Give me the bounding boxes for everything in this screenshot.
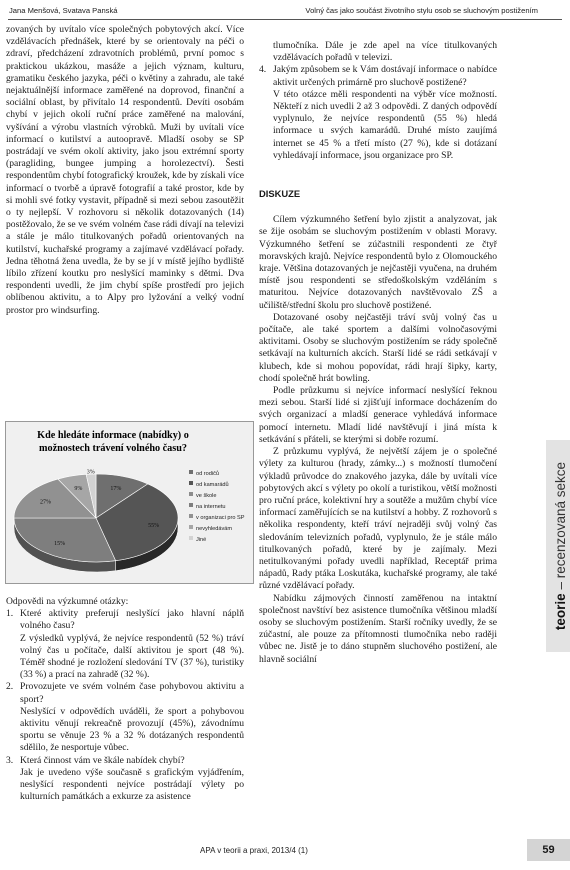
discussion-paragraph: Podle průzkumu si nejvíce informací neslyšící řeknou mezi sebou. Starší lidé si zjišťují informace docházením do svých organizací a mladší generace vyhledává informace pomocí internetu. Mladí lidé navštěvují i jiná místa k setkávání s přáteli, se kterými si dobře rozumí. [259, 385, 497, 445]
right-column [259, 40, 497, 666]
section-side-label [549, 440, 570, 652]
footer-journal: APA v teorii a praxi, 2013/4 (1) [200, 846, 308, 855]
legend-label: v organizaci pro SP [196, 515, 245, 521]
side-label-separator: – [553, 582, 568, 590]
chart-legend [189, 470, 245, 543]
discussion-paragraph: Nabídku zájmových činností zaměřenou na intaktní společnost navštíví bez asistence tlumočníka většinou mladší osoby se sluchovým postižením. Starší ročníky uvedly, že se zúčastní, ale pouze za přítomnosti tlumočníka nebo raději vůbec ne. Jistě je to dáno stupněm sluchového postižení, ale hlavně sociální [259, 592, 497, 665]
pie-data-label: 9% [74, 485, 83, 492]
legend-label: Jiné [196, 537, 207, 543]
pie-data-label: 17% [110, 486, 122, 493]
discussion-paragraph: Z průzkumu vyplývá, že největší zájem je o společné výlety za kulturou (hrady, zámky...) s možností tlumočení výkladů průvodce do znakového jazyka, dále by uvítali více pobytových akcí s výlety po okolí a turistikou, větší možnosti pro ruční práce, kolektivní hry a soutěže a mužům chybí více informací zaměřujících se na kutilství a hobby. Z rozhovorů s několika respondenty, kteří tráví nejraději svůj volný čas sledováním televizních pořadů, vyplynulo, že je stále málo titulkovaných pořadů, které by je zajímaly. Mezi netitulkovanými pořady uvedli například, Receptář prima nápadů, Rady ptáka Loskutáka, kuchařské programy, ale také různé vzdělávací pořady. [259, 446, 497, 592]
continued-answer: tlumočníka. Dále je zde apel na více titulkovaných vzdělávacích pořadů v televizi. [273, 40, 497, 64]
pie-data-label: 55% [148, 522, 160, 529]
pie-data-label: 15% [54, 540, 66, 547]
pie-slices [14, 469, 178, 572]
question-item-2 [6, 681, 244, 754]
pie-data-label: 3% [86, 469, 95, 476]
header-running-title: Volný čas jako součást životního stylu osob se sluchovým postižením [305, 6, 538, 15]
question-text: Které aktivity preferují neslyšící jako hlavní náplň volného času? [20, 608, 244, 632]
left-paragraph: zovaných by uvítalo více společných pobytových akcí. Více vzdělávacích přednášek, které by se orientovaly na péči o zdraví, předcházení zdravotních problémů, první pomoc s praktickou ukázkou, masáže a jejich význam, kulturu, gramatiku českého jazyka, péči o květiny a zahradu, ale také nejaktuálnější informace zaměřené na doprovod, finanční a sociální oblast, by přivítalo 14 respondentů. Devíti osobám chybí v jejich okolí ruční práce zaměřené na malování, vyšívání a výrobu vlastních výrobků. Muži by uvítali více informací o kutilství a autoopravě. Mladší osoby se SP postrádají ve svém okolí aktivity, jako jsou extrémní sporty (paragliding, bungee jumping a horolezectví). Šesti respondentům chybí fotografický kroužek, kde by získali více informací o tvorbě a úpravě fotografií a také prostor, kde by si mohli své fotky vystavit, případně si mezi sebou zasoutěžit o ty nejlepší. V rozhovoru si několik dotazovaných (14) postěžovalo, že se ve svém volném čase rádi dívají na televizi a stále je málo titulkovaných pořadů orientovaných na kutilství, kuchařské programy a zajímavé vzdělávací pořady. Jedna těhotná žena uvedla, že by se jí v místě jejího bydliště líbilo zřízení koutku pro neslyšící maminky s dětmi. Dva respondenti uvedli, že jim chybí spíše prostředí pro jejich oblíbenou aktivitu, a to Alpy pro lyžování a velký vodní prostor pro windsurfing. [6, 24, 244, 316]
question-item-1 [6, 608, 244, 681]
header-authors: Jana Menšová, Svatava Panská [9, 6, 118, 15]
legend-swatch [189, 481, 193, 485]
pie-chart-svg [6, 422, 253, 583]
left-column [6, 24, 244, 317]
answer-text: Z výsledků vyplývá, že nejvíce respondentů (52 %) tráví volný čas u počítače, další aktivitou je sport (48 %). Téměř shodné je rozložení sledování TV (37 %), turistiky (33 %) a prací na zahradě (32 %). [20, 632, 244, 681]
chart-title-line-1: Kde hledáte informace (nabídky) o [37, 430, 189, 441]
legend-swatch [189, 503, 193, 507]
header-rule [8, 19, 562, 20]
section-side-tab [546, 440, 570, 652]
legend-label: od rodičů [196, 471, 220, 477]
legend-label: od kamarádů [196, 482, 229, 488]
legend-label: nevyhledávám [196, 526, 233, 532]
discussion-paragraph: Dotazované osoby nejčastěji tráví svůj volný čas u počítače, ale také sportem a dalšími volnočasovými aktivitami. Osoby se sluchovým postižením se rády společně setkávají na kulturních akcích. Starší lidé se rádi setkávají v klubech, kde si mohou popovídat, rádi hrají šipky, karty, chodí společně hrát bowling. [259, 311, 497, 384]
question-item-3 [6, 755, 244, 804]
page-number: 59 [527, 839, 570, 861]
legend-swatch [189, 492, 193, 496]
question-item-4 [259, 64, 497, 162]
legend-swatch [189, 525, 193, 529]
legend-swatch [189, 536, 193, 540]
questions-intro: Odpovědi na výzkumné otázky: [6, 596, 129, 607]
side-label-rest: recenzovaná sekce [553, 461, 568, 579]
legend-label: ve škole [196, 493, 217, 499]
answer-text: Jak je uvedeno výše současně s grafickým vyjádřením, neslyšící respondenti nejvíce postrádají výlety po kulturních památkách a exkurze za asistence [20, 766, 244, 803]
answer-text: Neslyšící v odpovědích uváděli, že sport a pohybovou aktivitu věnují rekreačně provozují (45%), závodnímu sportu se věnuje 23 % a 32 % dotázaných respondentů sdělilo, že nesportuje vůbec. [20, 705, 244, 754]
pie-chart-figure [5, 421, 254, 584]
question-text: Provozujete ve svém volném čase pohybovou aktivitu a sport? [20, 681, 244, 705]
answer-text: V této otázce měli respondenti na výběr více možností. Někteří z nich uvedli 2 až 3 odpovědi. Z daných odpovědí vyplynulo, že nejvíce respondentů (55 %) hledá informace u svých kamarádů. Druhé místo zaujímá internet se 45 % a třetí místo (27 %), kde si dotázaní vyhledávají informace, jsou organizace pro SP. [273, 88, 497, 161]
question-number: 2. [6, 681, 14, 693]
question-text: Která činnost vám ve škále nabídek chybí? [20, 754, 185, 766]
side-label-bold: teorie [553, 593, 568, 631]
question-number: 3. [6, 754, 14, 766]
discussion-paragraph: Cílem výzkumného šetření bylo zjistit a analyzovat, jak se žije osobám se sluchovým postižením v oblasti Moravy. Výzkumného šetření se zúčastnili respondenti ze čtyř moravských krajů. Nejvíce respondentů bylo z Olomouckého kraje. Většina dotazovaných je nejčastěji vyučena, na druhém místě jsou respondenti se středoškolským vzděláním s maturitou. Nejvíce dotazovaných navštěvovalo ZŠ a učiliště/střední školu pro sluchově postižené. [259, 214, 497, 311]
question-text: Jakým způsobem se k Vám dostávají informace o nabídce aktivit určených primárně pro sluchově postižené? [273, 64, 497, 88]
legend-swatch [189, 514, 193, 518]
legend-swatch [189, 470, 193, 474]
question-number: 1. [6, 608, 14, 620]
chart-title-line-2: možnostech trávení volného času? [39, 443, 187, 454]
pie-data-label: 27% [39, 499, 51, 506]
research-questions [6, 596, 244, 803]
legend-label: na internetu [196, 504, 226, 510]
question-number: 4. [259, 64, 267, 76]
section-heading-diskuze: DISKUZE [259, 188, 301, 200]
